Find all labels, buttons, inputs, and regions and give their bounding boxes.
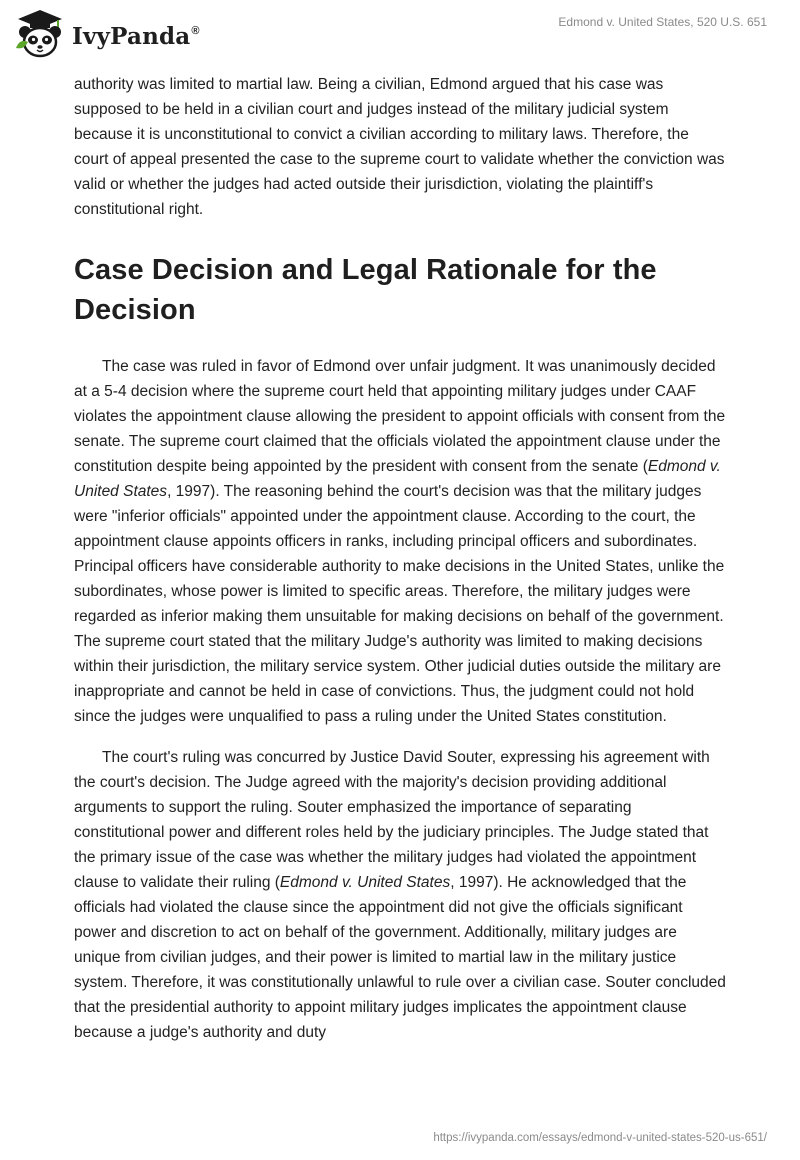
ivypanda-logo[interactable] (12, 8, 200, 60)
paragraph-concurrence (74, 745, 726, 1045)
logo-text: IvyPanda (72, 22, 191, 50)
paragraph-text: The court's ruling was concurred by Justice David Souter, expressing his agreement with the court's decision. The Judge agreed with the majority's decision providing additional arguments to support the ruling. Souter emphasized the importance of separating constitutional power and different roles held by the judiciary principles. The Judge stated that the primary issue of the case was whether the military judges had violated the appointment clause to validate their ruling ( (74, 749, 710, 891)
case-citation: Edmond v. United States (74, 458, 721, 500)
paragraph-text: , 1997). He acknowledged that the officials had violated the clause since the appointment did not give the officials significant power and discretion to act on behalf of the government. Additionally, military judges are unique from civilian judges, and their power is limited to martial law in the military justice system. Therefore, it was constitutionally unlawful to rule over a civilian case. Souter concluded that the presidential authority to appoint military judges implicates the appointment clause because a judge's authority and duty (74, 874, 726, 1041)
registered-mark: ® (191, 24, 200, 37)
document-title: Edmond v. United States, 520 U.S. 651 (558, 15, 767, 29)
paragraph-continuation: authority was limited to martial law. Being a civilian, Edmond argued that his case was supposed to be held in a civilian court and judges instead of the military judicial system because it is unconstitutional to convict a civilian according to military laws. Therefore, the court of appeal presented the case to the supreme court to validate whether the conviction was valid or whether the judges had acted outside their jurisdiction, violating the plaintiff's constitutional right. (74, 76, 725, 218)
page-header (0, 0, 800, 72)
case-citation: Edmond v. United States (279, 874, 451, 891)
section-heading: Case Decision and Legal Rationale for the Decision (74, 254, 657, 326)
panda-graduate-icon (12, 8, 68, 60)
paragraph-text: , 1997). The reasoning behind the court's decision was that the military judges were "inferior officials" appointed under the appointment clause. According to the court, the appointment clause appoints officers in ranks, including principal officers and subordinates. Principal officers have considerable authority to make decisions in the United States, unlike the subordinates, whose power is limited to specific areas. Therefore, the military judges were regarded as inferior making them unsuitable for making decisions on behalf of the government. The supreme court stated that the military Judge's authority was limited to making decisions within their jurisdiction, the military service system. Other judicial duties outside the military are inappropriate and cannot be held in case of convictions. Thus, the judgment could not hold since the judges were unqualified to pass a ruling under the United States constitution. (74, 483, 725, 725)
paragraph-text: The case was ruled in favor of Edmond over unfair judgment. It was unanimously decided at a 5-4 decision where the supreme court held that appointing military judges under CAAF violates the appointment clause allowing the president to appoint officials with consent from the senate. The supreme court claimed that the officials violated the appointment clause under the constitution despite being appointed by the president with consent from the senate ( (74, 358, 726, 475)
source-url-link[interactable]: https://ivypanda.com/essays/edmond-v-united-states-520-us-651/ (433, 1132, 767, 1144)
paragraph-case-decision (74, 354, 726, 729)
essay-body (74, 72, 726, 1045)
logo-wordmark (72, 23, 200, 50)
